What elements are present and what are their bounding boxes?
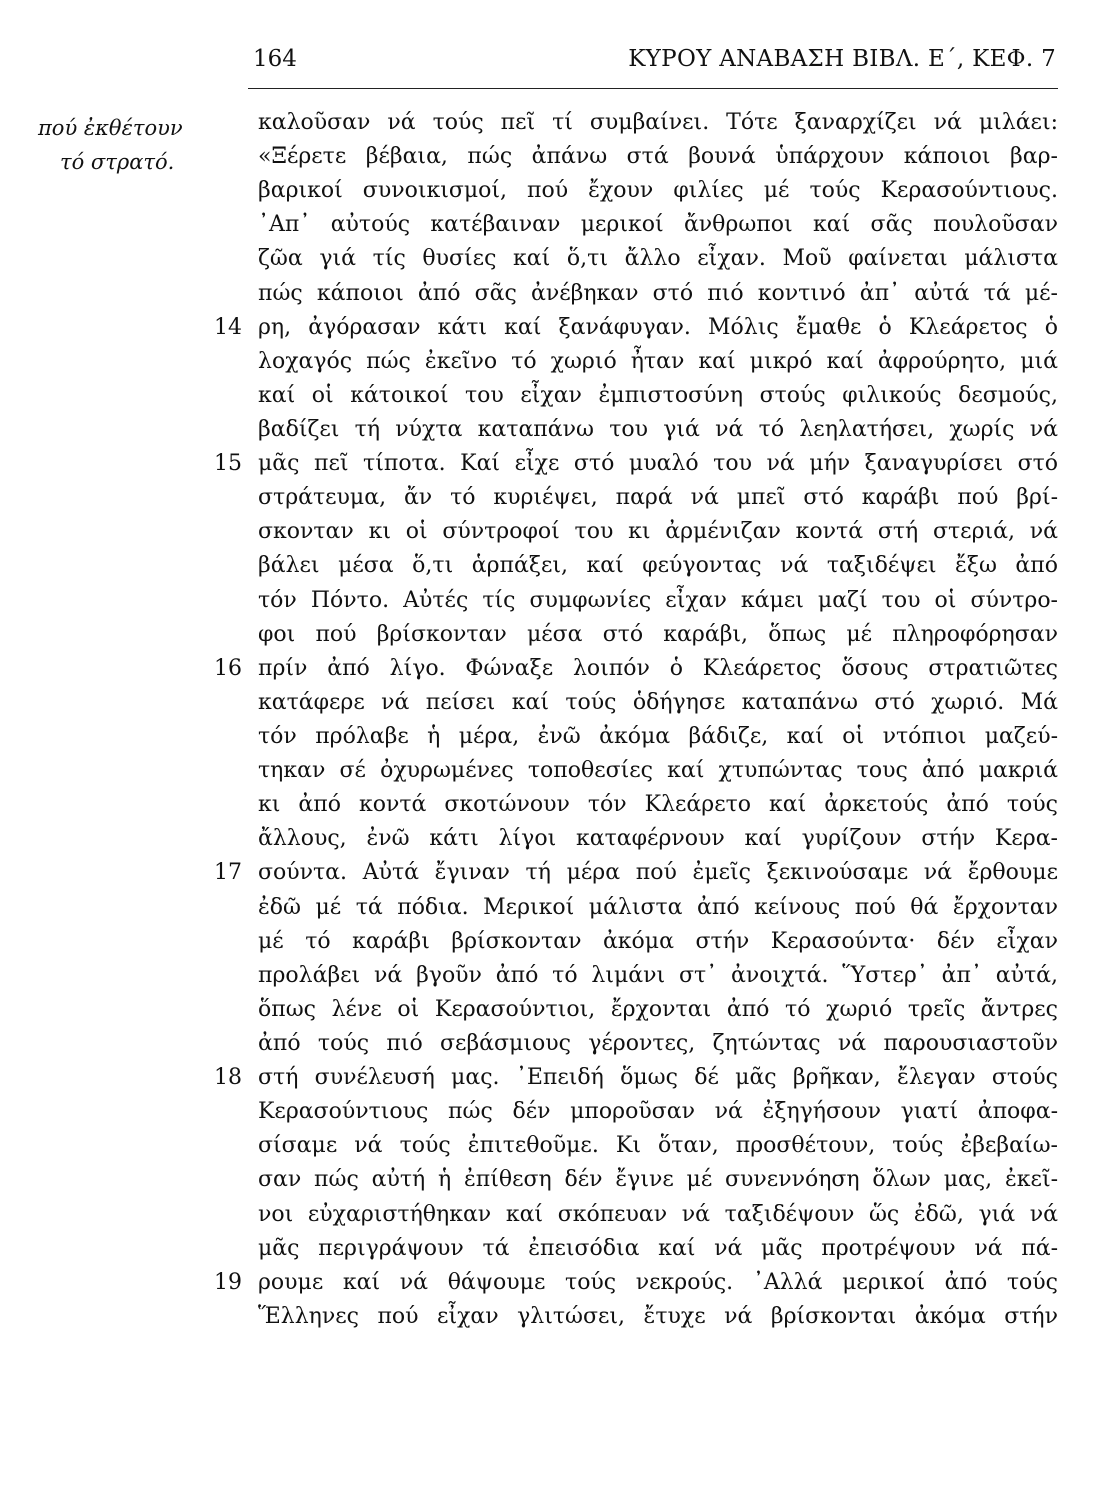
text-line [258, 379, 1058, 413]
text-line [258, 345, 1058, 379]
line-text: σίσαμε νά τούς ἐπιτεθοῦμε. Κι ὅταν, προσθέτουν, τούς ἐβεβαίω- [258, 1133, 1058, 1159]
section-number: 14 [214, 314, 242, 340]
line-text: ρη, ἀγόρασαν κάτι καί ξανάφυγαν. Μόλις ἔμαθε ὁ Κλεάρετος ὁ [258, 314, 1058, 340]
text-line [258, 1232, 1058, 1266]
text-line [258, 549, 1058, 583]
text-line [258, 277, 1058, 311]
line-text: μέ τό καράβι βρίσκονταν ἀκόμα στήν Κερασούντα· δέν εἶχαν [258, 928, 1058, 954]
text-line [258, 174, 1058, 208]
text-line [258, 618, 1058, 652]
text-line [214, 447, 1058, 481]
line-text: καλοῦσαν νά τούς πεῖ τί συμβαίνει. Τότε ξαναρχίζει νά μιλάει: [258, 110, 1058, 135]
line-text: σαν πώς αὐτή ἡ ἐπίθεση δέν ἔγινε μέ συνεννόηση ὅλων μας, ἐκεῖ- [258, 1167, 1058, 1193]
line-text: ὅπως λένε οἱ Κερασούντιοι, ἔρχονται ἀπό τό χωριό τρεῖς ἄντρες [258, 996, 1058, 1022]
body-text [214, 106, 1058, 1334]
margin-note-line: τό στρατό. [60, 150, 175, 174]
header-rule [248, 88, 1058, 89]
text-line [258, 788, 1058, 822]
text-line [214, 652, 1058, 686]
line-text: ρουμε καί νά θάψουμε τούς νεκρούς. ᾿Αλλά μερικοί ἀπό τούς [258, 1269, 1058, 1295]
section-number: 16 [214, 655, 242, 681]
line-text: τόν Πόντο. Αὐτές τίς συμφωνίες εἶχαν κάμει μαζί του οἱ σύντρο- [258, 587, 1058, 613]
line-text: «Ξέρετε βέβαια, πώς ἀπάνω στά βουνά ὑπάρχουν κάποιοι βαρ- [258, 144, 1058, 170]
line-text: ἄλλους, ἐνῶ κάτι λίγοι καταφέρνουν καί γυρίζουν στήν Κερα- [258, 826, 1058, 852]
line-text: κατάφερε νά πείσει καί τούς ὁδήγησε καταπάνω στό χωριό. Μά [258, 689, 1058, 715]
text-line [258, 584, 1058, 618]
text-line [258, 1027, 1058, 1061]
text-line [214, 311, 1058, 345]
text-line [258, 686, 1058, 720]
line-text: βάλει μέσα ὅ,τι ἁρπάξει, καί φεύγοντας νά ταξιδέψει ἔξω ἀπό [258, 553, 1058, 579]
margin-note [20, 111, 210, 179]
line-text: νοι εὐχαριστήθηκαν καί σκόπευαν νά ταξιδέψουν ὥς ἐδῶ, γιά νά [258, 1201, 1058, 1227]
line-text: μᾶς περιγράψουν τά ἐπεισόδια καί νά μᾶς προτρέψουν νά πά- [258, 1235, 1058, 1261]
line-text: τόν πρόλαβε ἡ μέρα, ἐνῶ ἀκόμα βάδιζε, καί οἱ ντόπιοι μαζεύ- [258, 723, 1058, 749]
line-text: βαδίζει τή νύχτα καταπάνω του γιά νά τό λεηλατήσει, χωρίς νά [258, 416, 1058, 442]
line-text: σκονταν κι οἱ σύντροφοί του κι ἀρμένιζαν κοντά στή στεριά, νά [258, 519, 1058, 545]
text-line [258, 242, 1058, 276]
line-text: πρίν ἀπό λίγο. Φώναξε λοιπόν ὁ Κλεάρετος ὅσους στρατιῶτες [258, 655, 1058, 681]
text-line [258, 891, 1058, 925]
line-text: βαρικοί συνοικισμοί, πού ἔχουν φιλίες μέ τούς Κερασούντιους. [258, 178, 1058, 204]
margin-note-line: πού ἐκθέτουν [38, 116, 183, 140]
text-line [258, 140, 1058, 174]
running-title: ΚΥΡΟΥ ΑΝΑΒΑΣΗ ΒΙΒΛ. Ε΄, ΚΕΦ. 7 [628, 46, 1056, 72]
text-line [258, 720, 1058, 754]
line-text: Ἕλληνες πού εἶχαν γλιτώσει, ἔτυχε νά βρίσκονται ἀκόμα στήν [258, 1303, 1058, 1329]
line-text: μᾶς πεῖ τίποτα. Καί εἶχε στό μυαλό του νά μήν ξαναγυρίσει στό [258, 451, 1058, 477]
section-number: 15 [214, 451, 242, 477]
line-text: ἐδῶ μέ τά πόδια. Μερικοί μάλιστα ἀπό κείνους πού θά ἔρχονταν [258, 894, 1058, 920]
section-number: 18 [214, 1065, 242, 1091]
line-text: στράτευμα, ἄν τό κυριέψει, παρά νά μπεῖ στό καράβι πού βρί- [258, 485, 1058, 511]
line-text: ᾿Απ᾿ αὐτούς κατέβαιναν μερικοί ἄνθρωποι καί σᾶς πουλοῦσαν [258, 212, 1058, 238]
text-line [258, 754, 1058, 788]
text-line [258, 822, 1058, 856]
line-text: ἀπό τούς πιό σεβάσμιους γέροντες, ζητώντας νά παρουσιαστοῦν [258, 1030, 1058, 1056]
line-text: προλάβει νά βγοῦν ἀπό τό λιμάνι στ᾿ ἀνοιχτά. Ὕστερ᾿ ἀπ᾿ αὐτά, [258, 962, 1058, 988]
text-line [258, 1300, 1058, 1334]
line-text: κι ἀπό κοντά σκοτώνουν τόν Κλεάρετο καί ἀρκετούς ἀπό τούς [258, 792, 1058, 818]
text-line [258, 106, 1058, 140]
text-line [258, 413, 1058, 447]
line-text: ζῶα γιά τίς θυσίες καί ὅ,τι ἄλλο εἶχαν. Μοῦ φαίνεται μάλιστα [258, 246, 1058, 272]
text-line [258, 925, 1058, 959]
line-text: σούντα. Αὐτά ἔγιναν τή μέρα πού ἐμεῖς ξεκινούσαμε νά ἔρθουμε [258, 860, 1058, 886]
line-text: φοι πού βρίσκονταν μέσα στό καράβι, ὅπως μέ πληροφόρησαν [258, 621, 1058, 647]
line-text: Κερασούντιους πώς δέν μποροῦσαν νά ἐξηγήσουν γιατί ἀποφα- [258, 1099, 1058, 1125]
text-line [258, 1095, 1058, 1129]
line-text: πώς κάποιοι ἀπό σᾶς ἀνέβηκαν στό πιό κοντινό ἀπ᾿ αὐτά τά μέ- [258, 280, 1058, 306]
text-line [258, 1163, 1058, 1197]
page-number: 164 [253, 46, 297, 72]
line-text: καί οἱ κάτοικοί του εἶχαν ἐμπιστοσύνη στούς φιλικούς δεσμούς, [258, 382, 1058, 408]
text-line [258, 1129, 1058, 1163]
text-line [214, 1061, 1058, 1095]
text-line [258, 515, 1058, 549]
section-number: 19 [214, 1269, 242, 1295]
line-text: τηκαν σέ ὀχυρωμένες τοποθεσίες καί χτυπώντας τους ἀπό μακριά [258, 758, 1058, 784]
text-line [214, 856, 1058, 890]
line-text: στή συνέλευσή μας. ᾿Επειδή ὅμως δέ μᾶς βρῆκαν, ἔλεγαν στούς [258, 1065, 1058, 1091]
text-line [258, 481, 1058, 515]
line-text: λοχαγός πώς ἐκεῖνο τό χωριό ἦταν καί μικρό καί ἀφρούρητο, μιά [258, 348, 1058, 374]
text-line [258, 959, 1058, 993]
text-line [258, 208, 1058, 242]
text-line [214, 1266, 1058, 1300]
text-line [258, 1198, 1058, 1232]
section-number: 17 [214, 860, 242, 886]
text-line [258, 993, 1058, 1027]
